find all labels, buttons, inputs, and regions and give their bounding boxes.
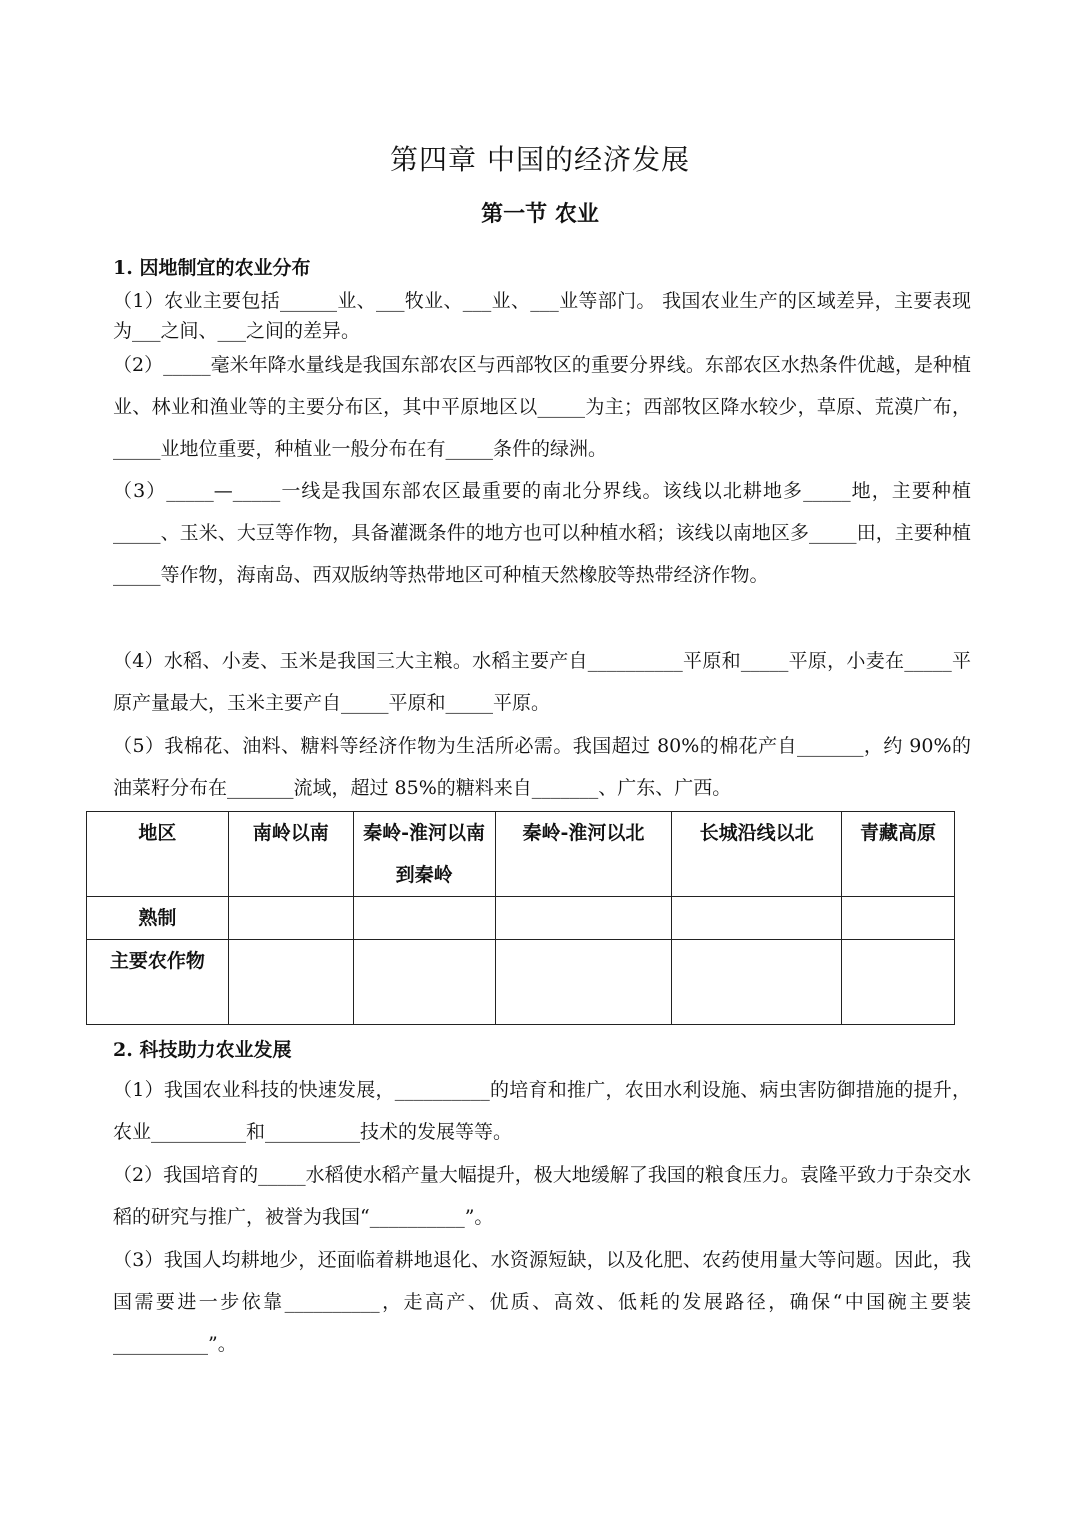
table-header-cell: 南岭以南 <box>228 812 353 897</box>
table-header-cell: 青藏高原 <box>842 812 955 897</box>
table-header-cell: 地区 <box>87 812 229 897</box>
table-header-row <box>87 812 955 897</box>
crop-region-table <box>86 811 955 1025</box>
s1-paragraph-1: （1）农业主要包括______业、___牧业、___业、___业等部门。 我国农业生产的区域差异，主要表现为___之间、___之间的差异。 <box>113 290 971 342</box>
s1-paragraph-3: （3）_____—_____一线是我国东部农区最重要的南北分界线。该线以北耕地多_____地，主要种植_____、玉米、大豆等作物，具备灌溉条件的地方也可以种植水稻；该线以南地区多_____田，主要种植_____等作物，海南岛、西双版纳等热带地区可种植天然橡胶等热带经济作物。 <box>113 480 971 586</box>
chapter-title: 第四章 中国的经济发展 <box>390 143 690 176</box>
table-cell-blank <box>228 897 353 940</box>
section-title: 第一节 农业 <box>481 202 599 227</box>
s1-paragraph-5: （5）我棉花、油料、糖料等经济作物为生活所必需。我国超过 80%的棉花产自_______，约 90%的油菜籽分布在_______流域，超过 85%的糖料来自_______、广东、广西。 <box>113 735 971 799</box>
s2-paragraph-2: （2）我国培育的_____水稻使水稻产量大幅提升，极大地缓解了我国的粮食压力。袁隆平致力于杂交水稻的研究与推广，被誉为我国“__________”。 <box>113 1164 971 1228</box>
table-cell-blank <box>495 940 672 1025</box>
table-row <box>87 897 955 940</box>
s1-paragraph-2: （2）_____毫米年降水量线是我国东部农区与西部牧区的重要分界线。东部农区水热条件优越，是种植业、林业和渔业等的主要分布区，其中平原地区以_____为主；西部牧区降水较少，草原、荒漠广布，_____业地位重要，种植业一般分布在有_____条件的绿洲。 <box>113 354 971 460</box>
s2-paragraph-3: （3）我国人均耕地少，还面临着耕地退化、水资源短缺，以及化肥、农药使用量大等问题。因此，我国需要进一步依靠__________，走高产、优质、高效、低耗的发展路径，确保“中国碗主要装__________”。 <box>113 1249 971 1355</box>
table-cell-blank <box>495 897 672 940</box>
table-header-cell: 秦岭-淮河以北 <box>495 812 672 897</box>
s1-paragraph-4: （4）水稻、小麦、玉米是我国三大主粮。水稻主要产自__________平原和_____平原，小麦在_____平原产量最大，玉米主要产自_____平原和_____平原。 <box>113 650 971 714</box>
section1-heading: 1. 因地制宜的农业分布 <box>113 257 311 279</box>
table-cell-blank <box>842 940 955 1025</box>
table-cell-blank <box>353 940 495 1025</box>
table-row <box>87 940 955 1025</box>
table-cell-blank <box>228 940 353 1025</box>
table-row-label: 熟制 <box>87 897 229 940</box>
s2-paragraph-1: （1）我国农业科技的快速发展，__________的培育和推广，农田水利设施、病虫害防御措施的提升，农业__________和__________技术的发展等等。 <box>113 1079 971 1143</box>
table-cell-blank <box>672 897 842 940</box>
table-header-cell: 长城沿线以北 <box>672 812 842 897</box>
table-row-label: 主要农作物 <box>87 940 229 1025</box>
table-cell-blank <box>353 897 495 940</box>
section2-heading: 2. 科技助力农业发展 <box>113 1039 292 1061</box>
table-cell-blank <box>672 940 842 1025</box>
table-header-cell: 秦岭-淮河以南到秦岭 <box>353 812 495 897</box>
table-cell-blank <box>842 897 955 940</box>
